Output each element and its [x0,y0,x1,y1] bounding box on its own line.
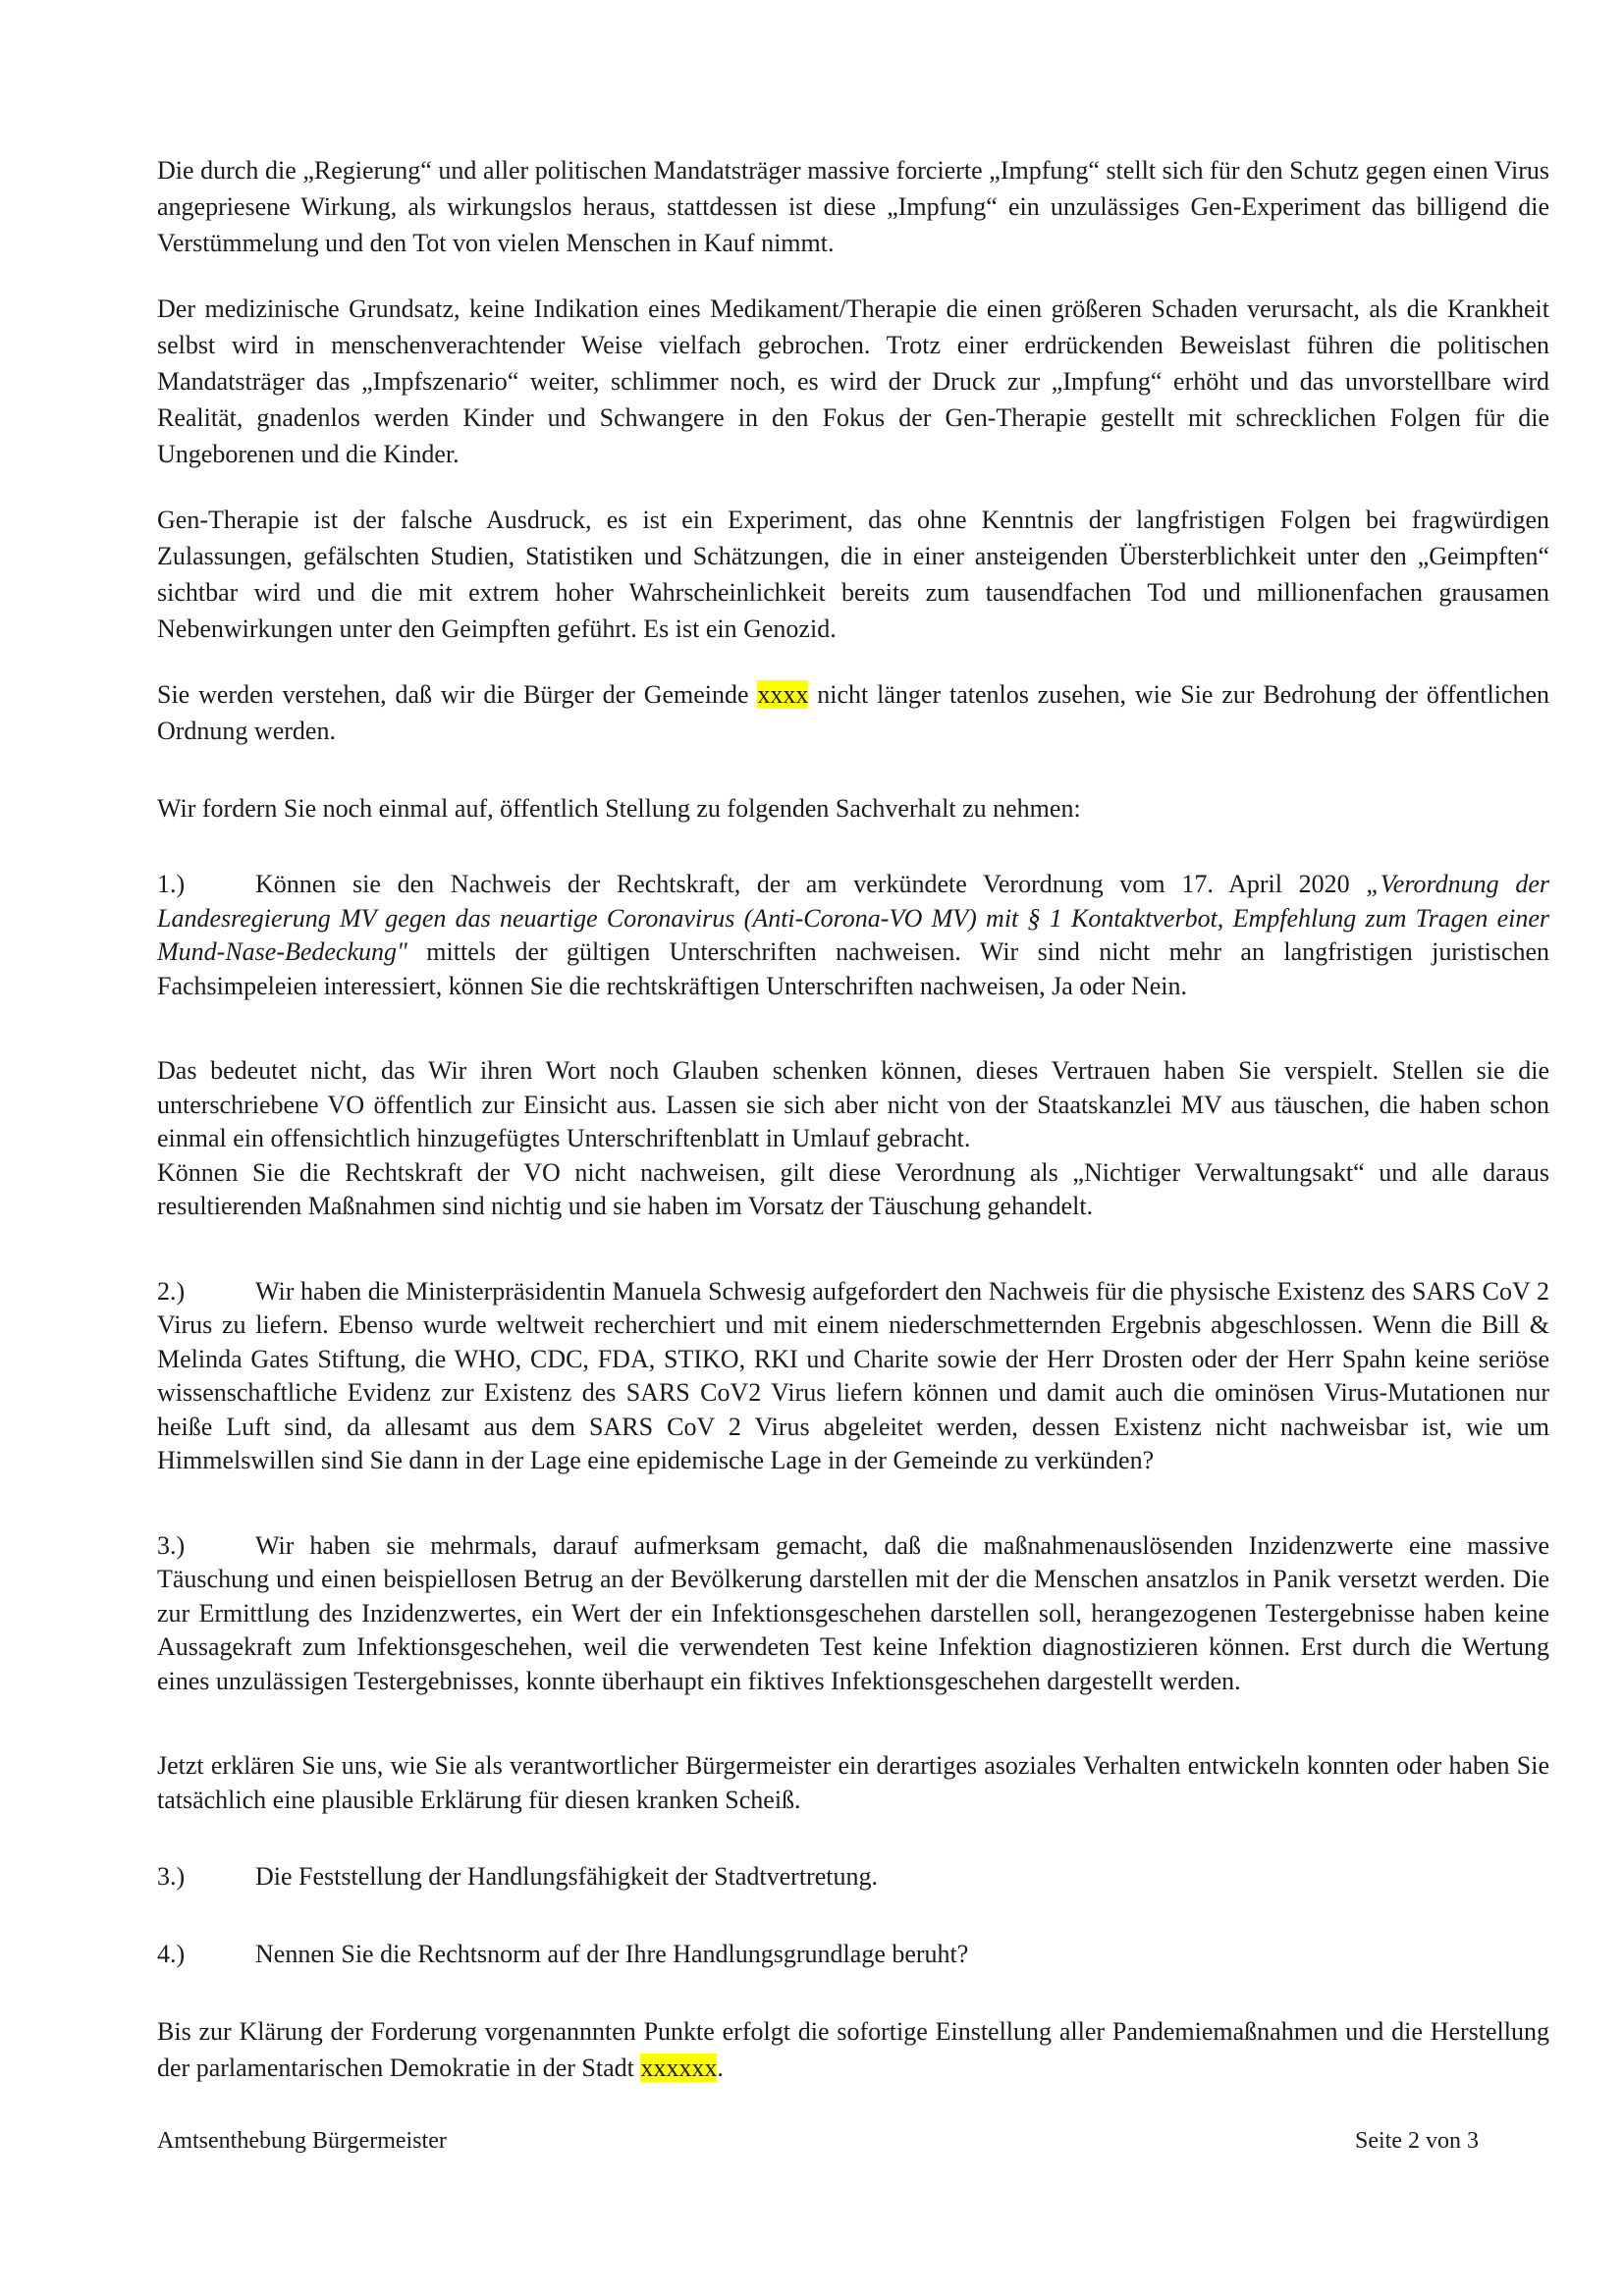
list-item-3 [157,1529,1549,1699]
paragraph-medical-principle: Der medizinische Grundsatz, keine Indikation eines Medikament/Therapie die einen größeren Schaden verursacht, als die Krankheit selbst wird in menschenverachtender Weise vielfach gebrochen. Trotz einer erdrückenden Beweislast führen die politischen Mandatsträger das „Impfszenario“ weiter, schlimmer noch, es wird der Druck zur „Impfung“ erhöht und das unvorstellbare wird Realität, gnadenlos werden Kinder und Schwangere in den Fokus der Gen-Therapie gestellt mit schrecklichen Folgen für die Ungeborenen und die Kinder. [157,294,1549,468]
list-item-number: 3.) [157,1530,186,1560]
paragraph-clarification-end: . [717,2054,724,2082]
paragraph-citizens-text-end: nicht länger tatenlos zusehen, wie Sie zur Bedrohung der öffentlichen Ordnung werden. [157,680,1550,745]
list-item-number: 3.) [157,1862,186,1891]
list-item-text: Die Feststellung der Handlungsfähigkeit der Stadtvertretung. [255,1862,878,1891]
paragraph-demand: Wir fordern Sie noch einmal auf, öffentlich Stellung zu folgenden Sachverhalt zu nehmen: [157,794,1081,823]
list-item-number: 1.) [157,870,186,898]
paragraph-vaccination: Die durch die „Regierung“ und aller politischen Mandatsträger massive forcierte „Impfung“ stellt sich für den Schutz gegen einen Virus angepriesene Wirkung, als wirkungslos heraus, stattdessen ist diese „Impfung“ ein unzulässiges Gen-Experiment das billigend die Verstümmelung und den Tot von vielen Menschen in Kauf nimmt. [157,156,1549,257]
paragraph-clarification-text: Bis zur Klärung der Forderung vorgenannnten Punkte erfolgt die sofortige Einstellung aller Pandemiemaßnahmen und die Herstellung der parlamentarischen Demokratie in der Stadt [157,2017,1549,2082]
list-item-number: 4.) [157,1940,186,1968]
list-item-2 [157,1275,1549,1478]
list-item-text: Nennen Sie die Rechtsnorm auf der Ihre Handlungsgrundlage beruht? [255,1940,969,1968]
paragraph-gene-therapy: Gen-Therapie ist der falsche Ausdruck, es ist ein Experiment, das ohne Kenntnis der langfristigen Folgen bei fragwürdigen Zulassungen, gefälschten Studien, Statistiken und Schätzungen, die in einer ansteigenden Übersterblichkeit unter den „Geimpften“ sichtbar wird und die mit extrem hoher Wahrscheinlichkeit bereits zum tausendfachen Tod und millionenfachen grausamen Nebenwirkungen unter den Geimpften geführt. Es ist ein Genozid. [157,506,1549,643]
page-number: Seite 2 von 3 [1355,2128,1479,2154]
paragraph-citizens-text: Sie werden verstehen, daß wir die Bürger der Gemeinde [157,680,758,709]
list-item-number: 2.) [157,1276,186,1306]
list-item-text: Können sie den Nachweis der Rechtskraft, der am verkündete Verordnung vom 17. April 2020 [255,870,1367,898]
list-item-4 [157,1936,1549,1972]
paragraph-clarification [157,2013,1549,2086]
list-item-text-end: mittels der gültigen Unterschriften nachweisen. Wir sind nicht mehr an langfristigen juristischen Fachsimpeleien interessiert, können Sie die rechtskräftigen Unterschriften nachweisen, Ja oder Nein. [157,937,1549,1000]
page-footer [157,2128,1479,2155]
document-body [157,152,1549,2086]
list-item-3b [157,1858,1549,1895]
footer-title: Amtsenthebung Bürgermeister [157,2128,447,2154]
paragraph-citizens [157,676,1549,749]
highlighted-placeholder: xxxxxx [640,2054,718,2082]
list-item-1 [157,868,1549,1003]
ordinance-title: „Verordnung der Landesregierung MV gegen das neuartige Coronavirus (Anti-Corona-VO MV) mit § 1 Kontaktverbot, Empfehlung zum Tragen einer Mund-Nase-Bedeckung" [157,870,1549,966]
paragraph-trust: Das bedeutet nicht, das Wir ihren Wort noch Glauben schenken können, dieses Vertrauen haben Sie verspielt. Stellen sie die unterschriebene VO öffentlich zur Einsicht aus. Lassen sie sich aber nicht von der Staatskanzlei MV aus täuschen, die haben schon einmal ein offensichtlich hinzugefügtes Unterschriftenblatt in Umlauf gebracht. [157,1056,1549,1152]
paragraph-legal-force: Können Sie die Rechtskraft der VO nicht nachweisen, gilt diese Verordnung als „Nichtiger Verwaltungsakt“ und alle daraus resultierenden Maßnahmen sind nichtig und sie haben im Vorsatz der Täuschung gehandelt. [157,1157,1549,1220]
list-item-text: Wir haben die Ministerpräsidentin Manuela Schwesig aufgefordert den Nachweis für die physische Existenz des SARS CoV 2 Virus zu liefern. Ebenso wurde weltweit recherchiert und mit einem niederschmetternden Ergebnis abgeschlossen. Wenn die Bill & Melinda Gates Stiftung, die WHO, CDC, FDA, STIKO, RKI und Charite sowie der Herr Drosten oder der Herr Spahn keine seriöse wissenschaftliche Evidenz zur Existenz des SARS CoV2 Virus liefern können und damit auch die ominösen Virus-Mutationen nur heiße Luft sind, da allesamt aus dem SARS CoV 2 Virus abgeleitet werden, dessen Existenz nicht nachweisbar ist, wie um Himmelswillen sind Sie dann in der Lage eine epidemische Lage in der Gemeinde zu verkünden? [157,1276,1549,1474]
highlighted-placeholder: xxxx [757,680,809,709]
paragraph-mayor: Jetzt erklären Sie uns, wie Sie als verantwortlicher Bürgermeister ein derartiges asoziales Verhalten entwickeln konnten oder haben Sie tatsächlich eine plausible Erklärung für diesen kranken Scheiß. [157,1751,1549,1814]
list-item-text: Wir haben sie mehrmals, darauf aufmerksam gemacht, daß die maßnahmenauslösenden Inzidenzwerte eine massive Täuschung und einen beispiellosen Betrug an der Bevölkerung darstellen mit der die Menschen ansatzlos in Panik versetzt werden. Die zur Ermittlung des Inzidenzwertes, ein Wert der ein Infektionsgeschehen darstellen soll, herangezogenen Testergebnisse haben keine Aussagekraft zum Infektionsgeschehen, weil die verwendeten Test keine Infektion diagnostizieren können. Erst durch die Wertung eines unzulässigen Testergebnisses, konnte überhaupt ein fiktives Infektionsgeschehen dargestellt werden. [157,1530,1549,1695]
